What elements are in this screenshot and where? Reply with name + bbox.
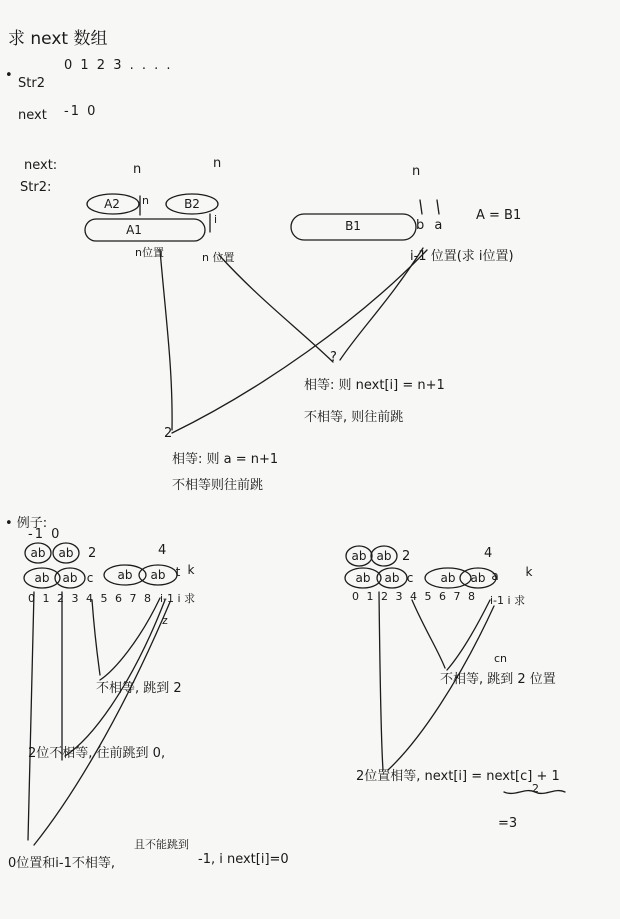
n-pos-label-2: n 位置 xyxy=(202,251,235,264)
right-indices: 0 1 2 3 4 5 6 7 8 xyxy=(352,590,477,603)
left-seq-4: ab xyxy=(150,568,166,582)
right-circle-1: ab xyxy=(351,549,367,563)
example-heading: • 例子: xyxy=(5,516,48,531)
left-note-3c: -1, i next[i]=0 xyxy=(198,852,289,867)
right-circle-2: ab xyxy=(376,549,392,563)
left-seq-5: t xyxy=(175,565,181,579)
left-top-nums: -1 0 xyxy=(28,527,62,542)
rule-equal-2: 相等: 则 a = n+1 xyxy=(172,452,279,467)
n-mark-3: n xyxy=(412,164,421,179)
oval-a2-label: A2 xyxy=(104,197,120,211)
left-extra-4: 4 xyxy=(158,543,167,558)
right-note-1: 不相等, 跳到 2 位置 xyxy=(440,672,556,687)
left-extra-2: 2 xyxy=(88,546,97,561)
str2-indices: 0 1 2 3 . . . . xyxy=(64,58,173,73)
left-seq-1: ab xyxy=(62,571,78,585)
oval-a1-label: A1 xyxy=(126,223,142,237)
i-pos-label: i-1 位置(求 i位置) xyxy=(410,249,514,264)
rule-not-equal: 不相等, 则往前跳 xyxy=(304,410,404,425)
right-extra-4: 4 xyxy=(484,546,493,561)
right-seq-5: a xyxy=(491,569,499,583)
right-i-label: i-1 i 求 xyxy=(490,594,526,607)
left-seq-0: ab xyxy=(34,571,50,585)
left-seq-2: c xyxy=(86,571,94,585)
right-seq-2: c xyxy=(406,571,414,585)
left-circle-1: ab xyxy=(30,546,46,560)
right-note-2: 2位置相等, next[i] = next[c] + 1 xyxy=(356,769,560,784)
str2-row-label: Str2: xyxy=(20,180,52,195)
right-seq-4: ab xyxy=(470,571,486,585)
question-mark: ? xyxy=(330,350,337,365)
right-seq-3: ab xyxy=(440,571,456,585)
left-seq-6: k xyxy=(187,563,195,577)
right-seq-1: ab xyxy=(384,571,400,585)
right-note-2b: 2 xyxy=(532,782,539,795)
page-title: 求 next 数组 xyxy=(8,29,108,49)
left-note-3: 0位置和i-1不相等, xyxy=(8,856,115,871)
n-mark-1: n xyxy=(133,162,142,177)
small-i: i xyxy=(214,213,218,226)
rule-not-equal-2: 不相等则往前跳 xyxy=(172,478,264,493)
mark-2: 2 xyxy=(164,426,173,441)
oval-b1-label: B1 xyxy=(345,219,361,233)
next-row-label: next: xyxy=(24,158,58,173)
n-mark-2: n xyxy=(213,156,222,171)
next-values: -1 0 xyxy=(64,104,98,119)
left-seq-3: ab xyxy=(117,568,133,582)
n-pos-label: n位置 xyxy=(135,246,164,259)
chars-b-a: b a xyxy=(416,218,446,233)
bullet: • xyxy=(5,68,13,83)
a-eq-b: A = B1 xyxy=(476,208,522,223)
right-seq-0: ab xyxy=(355,571,371,585)
left-z-mark: z xyxy=(162,614,168,627)
right-extra-2: 2 xyxy=(402,549,411,564)
rule-equal: 相等: 则 next[i] = n+1 xyxy=(304,378,445,393)
right-note-3: =3 xyxy=(498,816,518,831)
left-circle-2: ab xyxy=(58,546,74,560)
right-cn: cn xyxy=(494,652,508,665)
oval-b2-label: B2 xyxy=(184,197,200,211)
left-indices: 0 1 2 3 4 5 6 7 8 xyxy=(28,592,153,605)
next-label: next xyxy=(18,108,47,123)
left-i-label: i-1 i 求 xyxy=(160,592,196,605)
str2-label: Str2 xyxy=(18,76,45,91)
left-note-2: 2位不相等, 往前跳到 0, xyxy=(28,746,166,761)
left-note-3b: 且不能跳到 xyxy=(134,838,189,851)
small-n: n xyxy=(142,194,149,207)
right-seq-6: k xyxy=(525,565,533,579)
left-note-1: 不相等, 跳到 2 xyxy=(96,681,182,696)
